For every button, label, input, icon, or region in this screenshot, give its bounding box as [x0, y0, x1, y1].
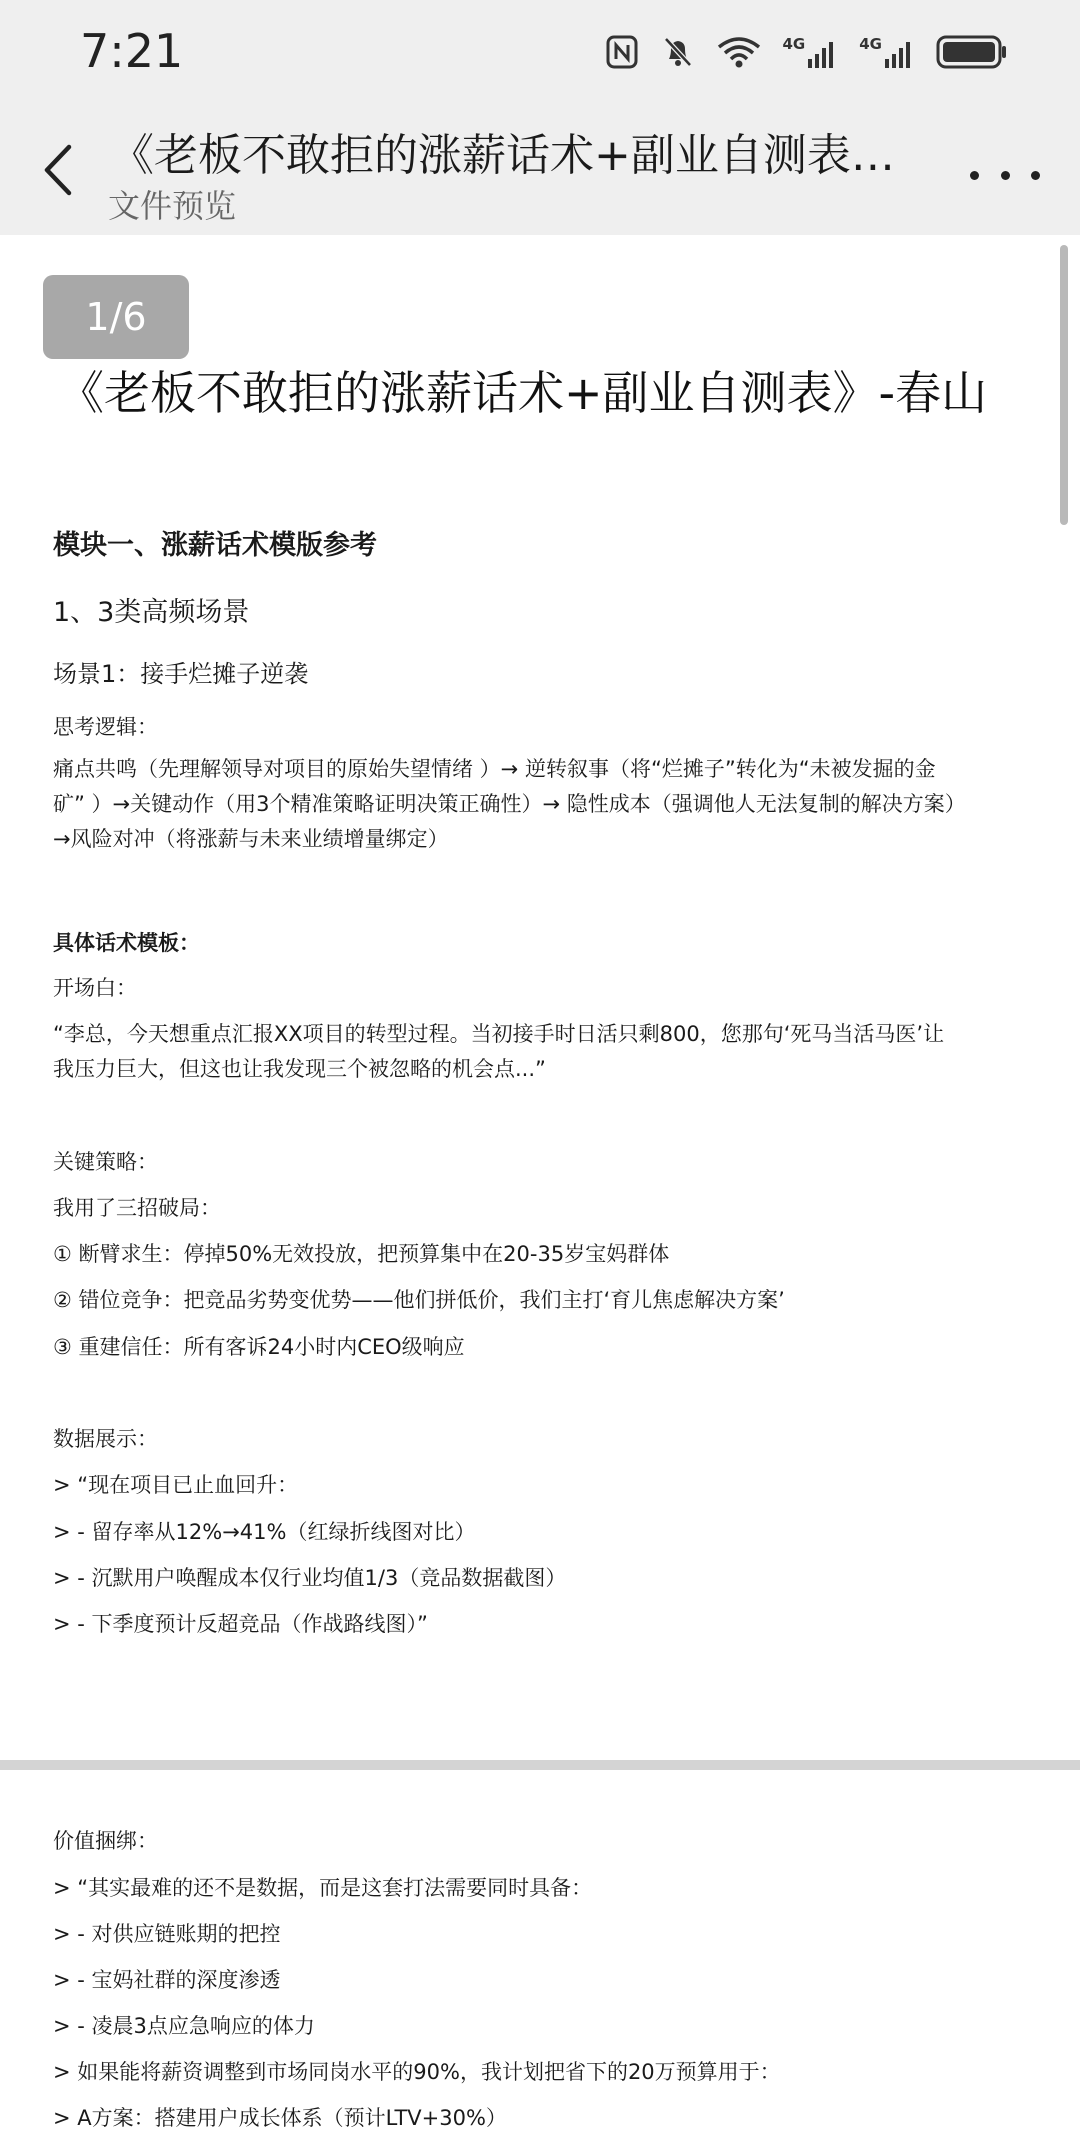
paragraph-line: →风险对冲（将涨薪与未来业绩增量绑定） [53, 827, 449, 851]
more-dot-icon [1001, 171, 1010, 180]
list-item: > - 留存率从12%→41%（红绿折线图对比） [53, 1520, 476, 1544]
status-time: 7:21 [80, 24, 184, 78]
back-button[interactable] [28, 135, 88, 205]
opening-label: 开场白： [53, 976, 137, 1000]
logic-label: 思考逻辑： [53, 715, 158, 739]
paragraph-line: “李总，今天想重点汇报XX项目的转型过程。当初接手时日活只剩800，您那句‘死马当活马医’让 [53, 1022, 945, 1046]
section-heading: 1、3类高频场景 [53, 597, 250, 628]
list-item: ③ 重建信任：所有客诉24小时内CEO级响应 [53, 1335, 465, 1359]
list-item: > - 沉默用户唤醒成本仅行业均值1/3（竞品数据截图） [53, 1566, 567, 1590]
page-indicator: 1/6 [43, 275, 189, 359]
paragraph-line: 我压力巨大，但这也让我发现三个被忽略的机会点...” [53, 1057, 546, 1081]
network-type-label: 4G [782, 35, 806, 53]
strategy-intro: 我用了三招破局： [53, 1196, 221, 1220]
more-options-button[interactable] [970, 155, 1040, 195]
app-bar [0, 105, 1080, 235]
chevron-left-icon [43, 144, 73, 196]
signal-icon-1 [783, 35, 838, 69]
list-item: > “其实最难的还不是数据，而是这套打法需要同时具备： [53, 1876, 593, 1900]
list-item: > - 对供应链账期的把控 [53, 1922, 281, 1946]
document-title: 《老板不敢拒的涨薪话术+副业自测表… [110, 130, 895, 181]
strategy-label: 关键策略： [53, 1150, 158, 1174]
signal-icon-2 [859, 35, 914, 69]
status-bar [0, 0, 1080, 105]
value-label: 价值捆绑： [53, 1829, 158, 1853]
data-label: 数据展示： [53, 1427, 158, 1451]
list-item: > - 宝妈社群的深度渗透 [53, 1968, 281, 1992]
page-divider [0, 1760, 1080, 1770]
scrollbar[interactable] [1060, 245, 1068, 525]
template-label: 具体话术模板： [53, 931, 200, 955]
scene-heading: 场景1：接手烂摊子逆袭 [53, 660, 309, 688]
module-heading: 模块一、涨薪话术模版参考 [53, 530, 377, 561]
network-type-label: 4G [859, 35, 882, 53]
more-dot-icon [1031, 171, 1040, 180]
list-item: > A方案：搭建用户成长体系（预计LTV+30%） [53, 2106, 507, 2130]
list-item: > 如果能将薪资调整到市场同岗水平的90%，我计划把省下的20万预算用于： [53, 2060, 781, 2084]
mute-bell-icon [661, 35, 695, 69]
document-page-1[interactable] [0, 235, 1080, 1760]
paragraph-line: 矿” ）→关键动作（用3个精准策略证明决策正确性）→ 隐性成本（强调他人无法复制的解决方案） [53, 792, 966, 816]
list-item: > - 凌晨3点应急响应的体力 [53, 2014, 315, 2038]
document-subtitle: 文件预览 [108, 187, 237, 225]
battery-icon [936, 34, 1008, 70]
nfc-icon [605, 35, 639, 69]
more-dot-icon [970, 171, 979, 180]
wifi-icon [717, 35, 761, 69]
list-item: > “现在项目已止血回升： [53, 1473, 299, 1497]
list-item: > - 下季度预计反超竞品（作战路线图）” [53, 1612, 428, 1636]
list-item: ② 错位竞争：把竞品劣势变优势——他们拼低价，我们主打‘育儿焦虑解决方案’ [53, 1288, 785, 1312]
page-title: 《老板不敢拒的涨薪话术+副业自测表》-春山 [58, 366, 988, 420]
status-icons [605, 30, 1009, 74]
document-page-2[interactable] [0, 1770, 1080, 2146]
list-item: ① 断臂求生：停掉50%无效投放，把预算集中在20-35岁宝妈群体 [53, 1242, 670, 1266]
paragraph-line: 痛点共鸣（先理解领导对项目的原始失望情绪 ）→ 逆转叙事（将“烂摊子”转化为“未被发掘的金 [53, 757, 936, 781]
